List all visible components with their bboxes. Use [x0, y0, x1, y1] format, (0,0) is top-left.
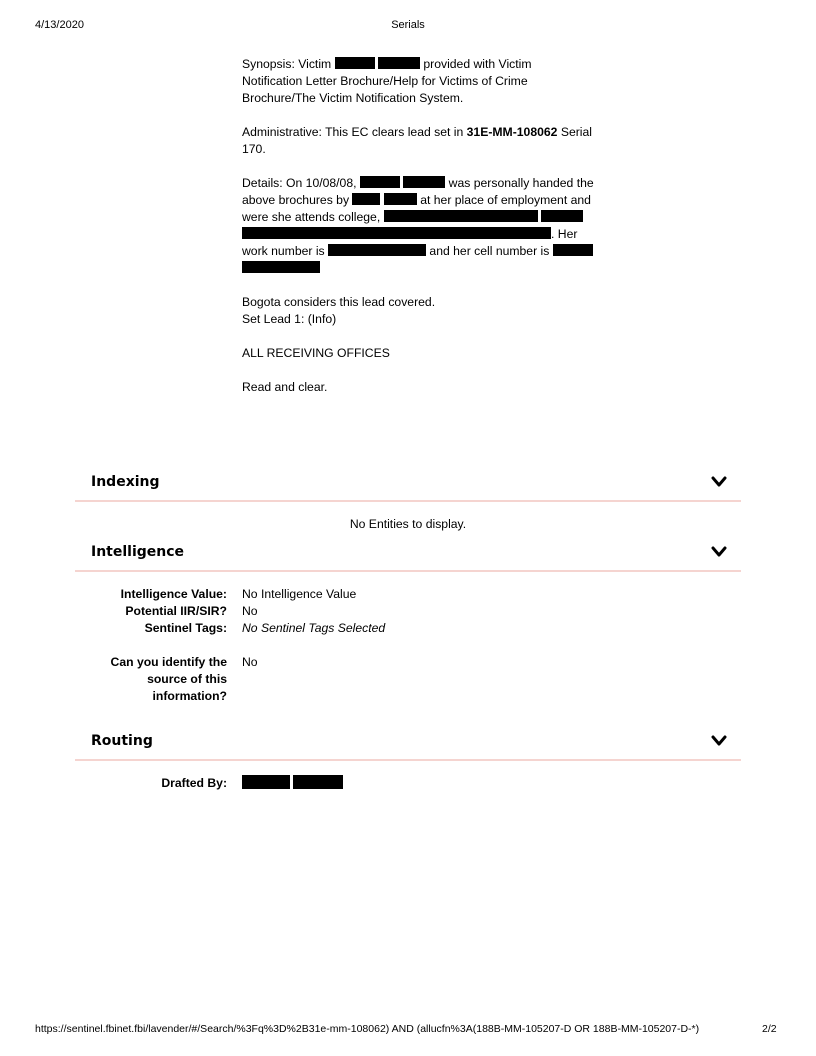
- redaction: [384, 193, 417, 205]
- instruction: Read and clear.: [242, 380, 328, 394]
- page-number: 2/2: [762, 1023, 777, 1035]
- intelligence-title: Intelligence: [91, 544, 185, 560]
- redaction: [553, 244, 593, 256]
- case-number: 31E-MM-108062: [466, 125, 558, 139]
- intelligence-section-header[interactable]: [75, 536, 741, 572]
- sentinel-tags-label: Sentinel Tags:: [144, 621, 227, 635]
- page-url: https://sentinel.fbinet.fbi/lavender/#/Search/%3Fq%3D%2B31e-mm-108062) AND (allucfn%3A(188B-MM-105207-D OR 188B-MM-105207-D-*): [35, 1023, 700, 1035]
- serial-body: [242, 56, 594, 413]
- redaction: [335, 57, 375, 69]
- indexing-title: Indexing: [91, 474, 160, 490]
- chevron-down-icon[interactable]: [711, 546, 727, 558]
- redaction: [384, 210, 538, 222]
- potential-iir-label: Potential IIR/SIR?: [125, 604, 227, 618]
- print-date: 4/13/2020: [35, 19, 84, 31]
- synopsis-paragraph: Synopsis: Victim provided with Victim Notification Letter Brochure/Help for Victims of Crime Brochure/The Victim Notification System.: [242, 57, 532, 105]
- redaction: [328, 244, 426, 256]
- details-paragraph: Details: On 10/08/08, was personally handed the above brochures by at her place of employment and were she attends college, . Her work number is and her cell number is: [242, 175, 594, 277]
- source-identify-value: No: [242, 655, 258, 669]
- indexing-section-header[interactable]: [75, 466, 741, 502]
- redaction: [378, 57, 420, 69]
- page-title: Serials: [391, 19, 425, 31]
- intelligence-value-label: Intelligence Value:: [120, 587, 227, 601]
- administrative-paragraph: Administrative: This EC clears lead set in 31E-MM-108062 Serial 170.: [242, 125, 592, 156]
- routing-title: Routing: [91, 733, 153, 749]
- receiving-offices: ALL RECEIVING OFFICES: [242, 346, 390, 360]
- drafted-by-label: Drafted By:: [161, 776, 227, 790]
- source-identify-label: Can you identify the source of this information?: [110, 655, 227, 703]
- redaction: [242, 227, 551, 239]
- redaction: [242, 261, 320, 273]
- redaction: [352, 193, 380, 205]
- no-entities-message: No Entities to display.: [349, 517, 467, 531]
- redaction: [360, 176, 400, 188]
- drafted-by-value: [242, 775, 343, 793]
- chevron-down-icon[interactable]: [711, 476, 727, 488]
- redaction: [541, 210, 583, 222]
- redaction: [293, 775, 343, 789]
- intelligence-value: No Intelligence Value: [242, 587, 357, 601]
- sentinel-tags-value: No Sentinel Tags Selected: [242, 621, 386, 635]
- redaction: [403, 176, 445, 188]
- potential-iir-value: No: [242, 604, 258, 618]
- routing-section-header[interactable]: [75, 725, 741, 761]
- lead-paragraph: Bogota considers this lead covered. Set Lead 1: (Info): [242, 295, 436, 326]
- redaction: [242, 775, 290, 789]
- chevron-down-icon[interactable]: [711, 735, 727, 747]
